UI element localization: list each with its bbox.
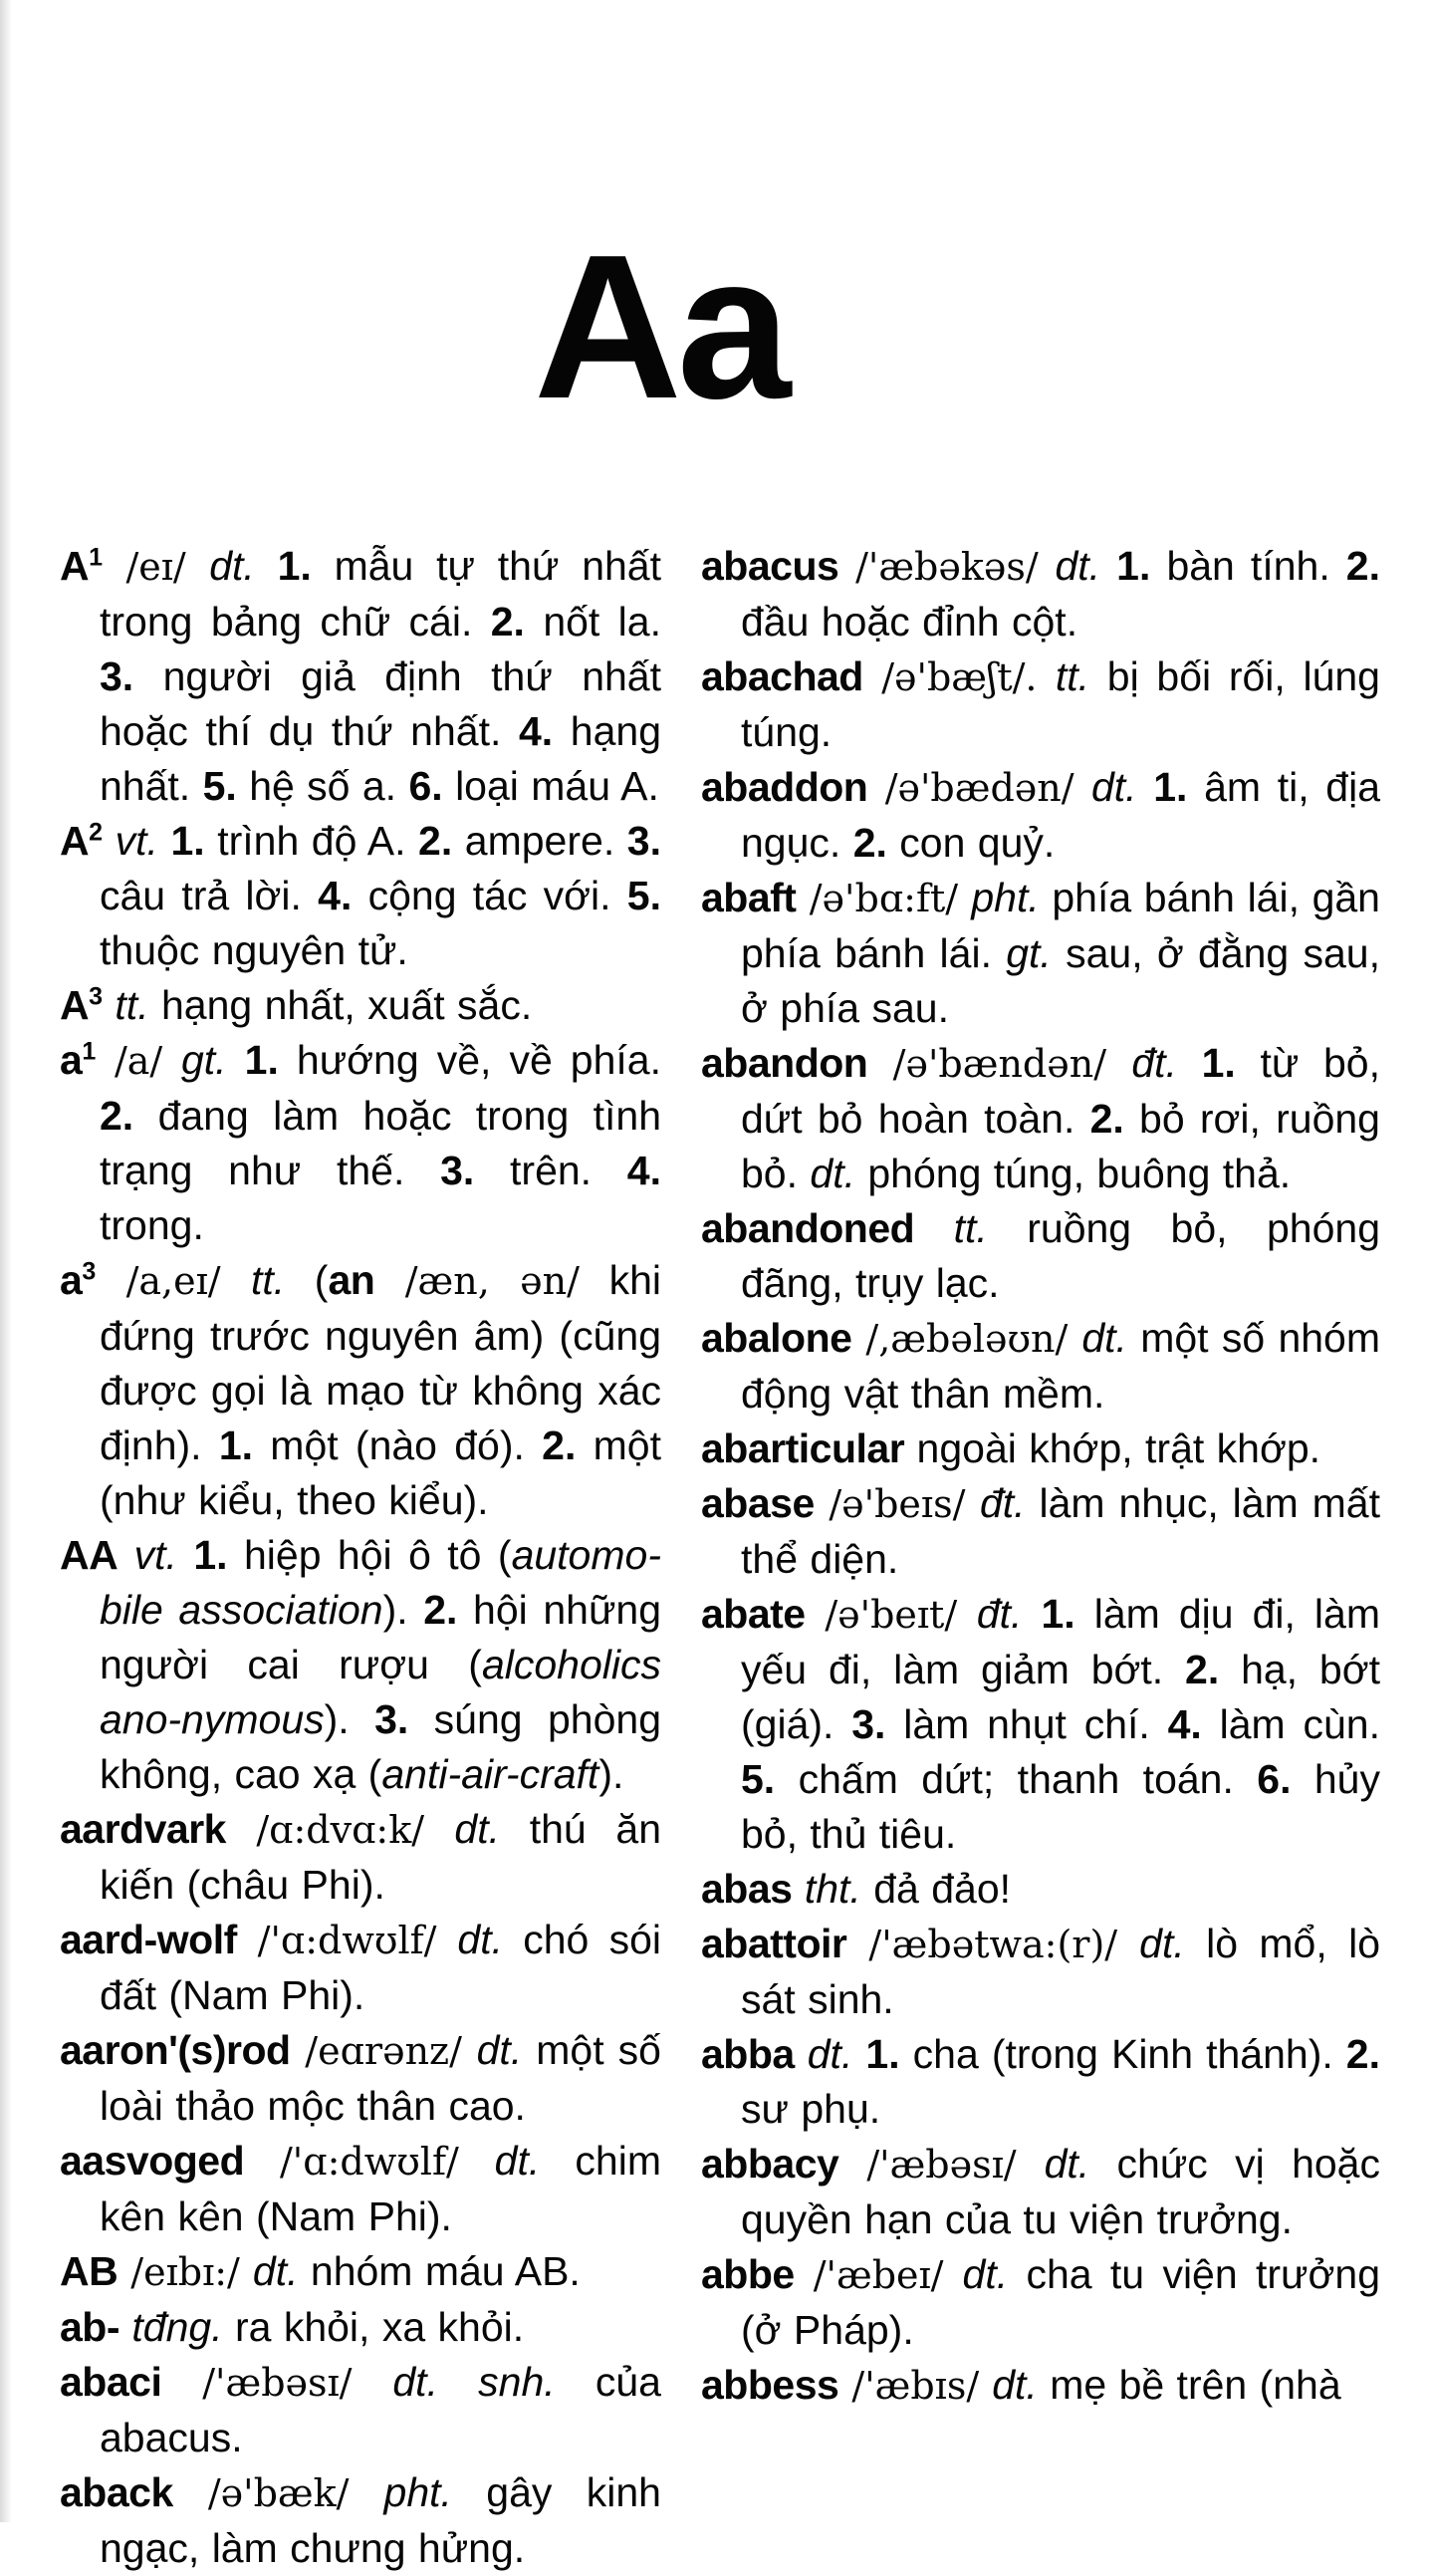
sense-number: 5.	[190, 763, 250, 809]
phonetic-transcription: /eɑrənz/	[290, 2029, 477, 2073]
sense-number: 2.	[100, 1093, 158, 1139]
part-of-speech-label: dt.	[794, 2031, 853, 2077]
definition-text: chim kên kên (Nam Phi).	[100, 2138, 661, 2239]
dictionary-entry	[60, 978, 661, 1033]
dictionary-entry	[60, 1253, 661, 1528]
headword: abbe	[701, 2251, 795, 2297]
definition-text: chức vị hoặc quyền hạn của tu viện trưởng.	[741, 2141, 1380, 2242]
sense-number: 4.	[301, 873, 368, 918]
dictionary-entry	[701, 539, 1380, 649]
sense-number: 2.	[405, 818, 465, 864]
headword: abaft	[701, 875, 797, 920]
definition-text: từ bỏ, dứt bỏ hoàn toàn.	[741, 1040, 1380, 1142]
definition-text: hạng nhất.	[100, 708, 661, 809]
part-of-speech-label: gt.	[1006, 930, 1052, 976]
phonetic-transcription: /ə'bædən/	[867, 766, 1091, 810]
headword: abbess	[701, 2362, 839, 2408]
definition-text: trình độ A.	[217, 818, 406, 864]
sense-number: 1.	[1176, 1040, 1261, 1086]
definition-text: khi đứng trước nguyên âm) (cũng được gọi là mạo từ không xác định).	[100, 1257, 661, 1468]
part-of-speech-label: tt.	[250, 1257, 286, 1303]
dictionary-entry	[701, 1311, 1380, 1421]
headword: abaci	[60, 2359, 162, 2405]
headword: abarticular	[701, 1425, 905, 1471]
headword: abbacy	[701, 2141, 839, 2187]
headword: AB	[60, 2248, 119, 2294]
headword: abas	[701, 1866, 793, 1912]
definition-text: hạng nhất, xuất sắc.	[148, 982, 533, 1028]
definition-text: cộng tác với.	[367, 873, 611, 918]
headword: abandoned	[701, 1205, 915, 1251]
part-of-speech-label: đt.	[976, 1591, 1023, 1637]
phonetic-transcription: /eɪbɪ:/	[118, 2250, 253, 2294]
part-of-speech-label: gt.	[180, 1037, 227, 1083]
definition-text: loại máu A.	[455, 763, 659, 809]
phonetic-transcription: /ə'bɑ:ft/	[796, 877, 972, 920]
dictionary-entry	[701, 649, 1380, 760]
definition-text: làm nhục, làm mất thể diện.	[741, 1480, 1380, 1582]
definition-text: làm nhụt chí.	[903, 1701, 1150, 1747]
dictionary-entry	[60, 2023, 661, 2134]
headword-superscript: 1	[82, 1037, 97, 1066]
part-of-speech-label: dt.	[1044, 2141, 1090, 2187]
headword: abandon	[701, 1040, 868, 1086]
definition-text: hệ số a.	[249, 763, 397, 809]
headword: abase	[701, 1480, 815, 1526]
headword: a	[60, 1037, 83, 1083]
part-of-speech-label: dt.	[457, 1917, 503, 1962]
part-of-speech-label: dt.	[1139, 1921, 1185, 1966]
part-of-speech-label: pht.	[971, 875, 1040, 920]
headword: A	[60, 982, 90, 1028]
part-of-speech-label: dt.	[1081, 1315, 1127, 1361]
dictionary-entry	[60, 539, 661, 814]
definition-text: ngoài khớp, trật khớp.	[904, 1425, 1321, 1471]
definition-text: ).	[382, 1587, 408, 1633]
sense-number: 1.	[176, 1532, 244, 1578]
dictionary-entry	[701, 871, 1380, 1036]
headword: abattoir	[701, 1921, 847, 1966]
definition-text: đả đảo!	[860, 1866, 1012, 1912]
part-of-speech-label: dt.	[476, 2027, 523, 2073]
definition-text: cha (trong Kinh thánh).	[912, 2031, 1333, 2077]
dictionary-entry	[701, 1917, 1380, 2027]
phonetic-transcription: /'æbəsɪ/	[838, 2143, 1045, 2187]
headword: abba	[701, 2031, 795, 2077]
sense-number: 1.	[254, 543, 335, 589]
headword-superscript: 2	[89, 818, 104, 847]
dictionary-entry	[60, 2355, 661, 2465]
italic-term: automo-bile association	[100, 1532, 661, 1633]
definition-text: nhóm máu AB.	[298, 2248, 581, 2294]
definition-text: câu trả lời.	[100, 873, 302, 918]
headword: abachad	[701, 653, 863, 699]
dictionary-entry	[60, 2465, 661, 2576]
sense-number: 2.	[840, 820, 900, 866]
definition-text: ).	[324, 1696, 350, 1742]
dictionary-entry	[60, 814, 661, 978]
dictionary-entry	[60, 2300, 661, 2355]
definition-text: sau, ở đằng sau, ở phía sau.	[741, 930, 1380, 1031]
phonetic-transcription: /'æbətwa:(r)/	[846, 1923, 1140, 1966]
phonetic-transcription: /ə'bændən/	[867, 1042, 1132, 1086]
definition-text: đầu hoặc đỉnh cột.	[741, 599, 1078, 644]
headword: aaron'(s)rod	[60, 2027, 291, 2073]
definition-text: bỏ rơi, ruồng bỏ.	[741, 1096, 1380, 1196]
part-of-speech-label: vt.	[118, 1532, 177, 1578]
part-of-speech-label: đt.	[979, 1480, 1026, 1526]
sense-number: 2.	[1332, 2031, 1380, 2077]
headword: abate	[701, 1591, 806, 1637]
headword-superscript: 3	[82, 1257, 97, 1286]
definition-text: ruồng bỏ, phóng đãng, trụy lạc.	[741, 1205, 1380, 1306]
part-of-speech-label: đt.	[1131, 1040, 1177, 1086]
headword: aard-wolf	[60, 1917, 237, 1962]
headword: aback	[60, 2469, 173, 2515]
sense-number: 3.	[349, 1696, 434, 1742]
dictionary-entry	[701, 2247, 1380, 2358]
part-of-speech-label: tht.	[792, 1866, 861, 1912]
definition-text: ampere.	[464, 818, 615, 864]
sense-number: 3.	[100, 653, 163, 699]
headword: ab-	[60, 2304, 119, 2350]
phonetic-transcription: /a,eɪ/	[96, 1259, 251, 1303]
definition-text: hội những người cai rượu (	[100, 1587, 661, 1687]
sense-number: 1.	[201, 1422, 271, 1468]
headword: A	[60, 818, 90, 864]
definition-text: phóng túng, buông thả.	[854, 1151, 1292, 1196]
sense-number: 4.	[501, 708, 571, 754]
definition-text: bị bối rối, lúng túng.	[741, 653, 1380, 755]
phonetic-transcription: /ə'bæk/	[172, 2471, 384, 2515]
phonetic-transcription: /ə'bæʃt/.	[862, 655, 1056, 699]
definition-text: một (nào đó).	[270, 1422, 525, 1468]
definition-text: hướng về, về phía.	[296, 1037, 661, 1083]
dictionary-entry	[60, 2134, 661, 2244]
definition-text: trên.	[510, 1148, 593, 1193]
dictionary-entry	[701, 1036, 1380, 1201]
part-of-speech-label: dt.	[454, 1806, 501, 1852]
part-of-speech-label: dt.	[810, 1151, 855, 1196]
part-of-speech-label: pht.	[383, 2469, 452, 2515]
sense-number: 3.	[404, 1148, 511, 1193]
sense-number: 1.	[1100, 543, 1167, 589]
part-of-speech-label: dt. snh.	[392, 2359, 556, 2405]
definition-text: hạ, bớt (giá).	[741, 1647, 1380, 1747]
part-of-speech-label: dt.	[1055, 543, 1101, 589]
definition-text: ).	[598, 1751, 624, 1797]
definition-text: súng phòng không, cao xạ (	[100, 1696, 661, 1797]
phonetic-transcription: /'æbəsɪ/	[161, 2361, 393, 2405]
headword: abaddon	[701, 764, 868, 810]
headword: A	[60, 543, 90, 589]
dictionary-entry	[60, 1528, 661, 1802]
phonetic-transcription: /'æbeɪ/	[794, 2253, 963, 2297]
part-of-speech-label: tt.	[914, 1205, 988, 1251]
headword: AA	[60, 1532, 119, 1578]
headword: a	[60, 1257, 83, 1303]
dictionary-entry	[701, 2027, 1380, 2137]
sense-number: 3.	[834, 1701, 904, 1747]
definition-text: làm cùn.	[1219, 1701, 1380, 1747]
phonetic-transcription: /æn, ən/	[374, 1259, 580, 1303]
sense-number: 1.	[1022, 1591, 1094, 1637]
definition-text: lò mổ, lò sát sinh.	[741, 1921, 1381, 2022]
definition-text: một số nhóm động vật thân mềm.	[741, 1315, 1380, 1417]
dictionary-entry	[701, 1201, 1380, 1311]
part-of-speech-label: dt.	[992, 2362, 1038, 2408]
dictionary-entry	[60, 1802, 661, 1913]
part-of-speech-label: dt.	[1090, 764, 1137, 810]
definition-text: trong.	[100, 1202, 204, 1248]
phonetic-transcription: /a/	[96, 1039, 181, 1083]
sense-number: 1.	[226, 1037, 297, 1083]
phonetic-transcription: /'ɑ:dwʊlf/	[244, 2140, 495, 2184]
phonetic-transcription: /ə'beɪs/	[814, 1482, 980, 1526]
definition-text: hiệp hội ô tô (	[243, 1532, 512, 1578]
headword: aardvark	[60, 1806, 226, 1852]
phonetic-transcription: /eɪ/	[103, 545, 210, 589]
definition-text: mẫu tự thứ nhất trong bảng chữ cái.	[100, 543, 661, 644]
definition-text: một (như kiểu, theo kiểu).	[100, 1422, 661, 1523]
sense-number: 2.	[524, 1422, 594, 1468]
definition-text: một số loài thảo mộc thân cao.	[100, 2027, 661, 2129]
definition-text: thuộc nguyên tử.	[100, 927, 408, 973]
headword-superscript: 1	[89, 543, 104, 572]
entry-columns	[0, 539, 1430, 2576]
headword: abalone	[701, 1315, 852, 1361]
sense-number: 1.	[1136, 764, 1205, 810]
phonetic-transcription: /'ɑ:dwʊlf/	[236, 1919, 458, 1962]
definition-text: gây kinh ngạc, làm chưng hửng.	[100, 2469, 661, 2571]
dictionary-entry	[701, 2358, 1380, 2414]
definition-text: chó sói đất (Nam Phi).	[100, 1917, 661, 2018]
definition-text: làm dịu đi, làm yếu đi, làm giảm bớt.	[741, 1591, 1381, 1692]
definition-text: cha tu viện trưởng (ở Pháp).	[741, 2251, 1380, 2353]
dictionary-entry	[701, 1421, 1380, 1476]
sense-number: 2.	[1329, 543, 1380, 589]
italic-term: alcoholics ano-nymous	[100, 1642, 661, 1742]
italic-term: anti-air-craft	[381, 1751, 599, 1797]
sense-number: 4.	[592, 1148, 662, 1193]
sense-number: 2.	[407, 1587, 474, 1633]
sense-number: 1.	[852, 2031, 913, 2077]
sense-number: 1.	[157, 818, 218, 864]
sense-number: 6.	[1233, 1756, 1314, 1802]
definition-text: mẹ bề trên (nhà	[1037, 2362, 1341, 2408]
dictionary-entry	[701, 2137, 1380, 2247]
dictionary-entry	[60, 1913, 661, 2023]
definition-text: thú ăn kiến (châu Phi).	[100, 1806, 661, 1908]
definition-text: sư phụ.	[741, 2086, 881, 2132]
dictionary-entry	[60, 1033, 661, 1253]
part-of-speech-label: tđng.	[119, 2304, 223, 2350]
definition-text: hủy bỏ, thủ tiêu.	[741, 1756, 1380, 1857]
definition-text: người giả định thứ nhất hoặc thí dụ thứ nhất.	[100, 653, 662, 754]
phonetic-transcription: /'æbəkəs/	[838, 545, 1056, 589]
sense-number: 5.	[741, 1756, 799, 1802]
part-of-speech-label: tt.	[1055, 653, 1090, 699]
phonetic-transcription: /'æbɪs/	[838, 2364, 993, 2408]
definition-text: đang làm hoặc trong tình trạng như thế.	[100, 1093, 661, 1193]
sense-number: 2.	[1163, 1647, 1242, 1692]
definition-text: con quỷ.	[899, 820, 1056, 866]
part-of-speech-label: vt.	[103, 818, 158, 864]
column-right	[701, 539, 1380, 2576]
dictionary-entry	[60, 2244, 661, 2300]
definition-text: bàn tính.	[1166, 543, 1330, 589]
sense-number: 4.	[1149, 1701, 1220, 1747]
part-of-speech-label: dt.	[209, 543, 255, 589]
definition-text: phía bánh lái, gần phía bánh lái.	[741, 875, 1380, 976]
sense-number: 6.	[396, 763, 456, 809]
dictionary-entry	[701, 1587, 1380, 1862]
definition-text: của abacus.	[100, 2359, 661, 2460]
sense-number: 2.	[1074, 1096, 1140, 1142]
definition-text: (	[285, 1257, 329, 1303]
phonetic-transcription: /,æbələʊn/	[851, 1317, 1082, 1361]
part-of-speech-label: dt.	[252, 2248, 299, 2294]
definition-text: chấm dứt; thanh toán.	[798, 1756, 1234, 1802]
part-of-speech-label: dt.	[494, 2138, 541, 2184]
phonetic-transcription: /ɑ:dvɑ:k/	[225, 1808, 455, 1852]
section-letter-heading: Aa	[534, 212, 787, 441]
dictionary-entry	[701, 760, 1380, 871]
definition-text: âm ti, địa ngục.	[741, 764, 1381, 866]
headword: abacus	[701, 543, 839, 589]
dictionary-entry	[701, 1862, 1380, 1917]
phonetic-transcription: /ə'beɪt/	[805, 1593, 977, 1637]
part-of-speech-label: tt.	[103, 982, 149, 1028]
dictionary-entry	[701, 1476, 1380, 1587]
sense-number: 2.	[472, 599, 544, 644]
sense-number: 3.	[614, 818, 661, 864]
sense-number: 5.	[610, 873, 661, 918]
column-left	[60, 539, 661, 2576]
part-of-speech-label: dt.	[962, 2251, 1009, 2297]
headword: aasvoged	[60, 2138, 245, 2184]
headword: an	[328, 1257, 375, 1303]
headword-superscript: 3	[89, 982, 104, 1011]
definition-text: ra khỏi, xa khỏi.	[222, 2304, 525, 2350]
definition-text: nốt la.	[543, 599, 661, 644]
